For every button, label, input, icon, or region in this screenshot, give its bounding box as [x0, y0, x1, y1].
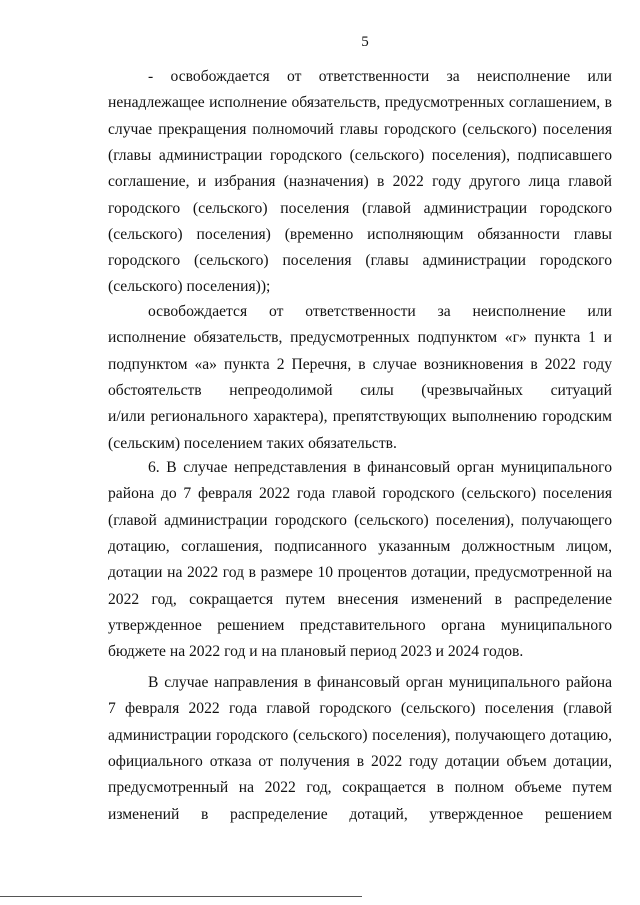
paragraph-1-line: - освобождается от ответственности за неисполнение или: [148, 68, 612, 85]
footer-rule: [0, 896, 362, 897]
paragraph-4-line: изменений в распределение дотаций, утвержденное решением: [108, 805, 612, 823]
page-number: 5: [361, 34, 369, 50]
paragraph-1-line: городского (сельского) поселения (главой администрации городского: [108, 199, 612, 217]
paragraph-3-line: дотацию, соглашения, подписанного указанным должностным лицом,: [108, 537, 612, 555]
paragraph-1-line: городского (сельского) поселения (главы администрации городского: [108, 252, 612, 270]
paragraph-4-line: В случае направления в финансовый орган муниципального района: [148, 674, 612, 691]
paragraph-4-line: официального отказа от получения в 2022 году дотации объем дотации,: [108, 752, 612, 770]
paragraph-1-line: соглашение, и избрания (назначения) в 2022 году другого лица главой: [108, 173, 612, 191]
paragraph-3-line: бюджете на 2022 год и на плановый период 2023 и 2024 годов.: [108, 643, 524, 661]
paragraph-1-line: (сельского) поселения));: [108, 278, 271, 296]
paragraph-3-line: 2022 год, сокращается путем внесения изменений в распределение: [108, 590, 612, 608]
paragraph-3-line: (главой администрации городского (сельского) поселения), получающего: [108, 511, 612, 529]
paragraph-2-line: обстоятельств непреодолимой силы (чрезвычайных ситуаций: [108, 381, 612, 399]
paragraph-4-line: 7 февраля 2022 года главой городского (сельского) поселения (главой: [108, 700, 612, 718]
paragraph-2-line: освобождается от ответственности за неисполнение или: [148, 303, 612, 320]
paragraph-4-line: предусмотренный на 2022 год, сокращается в полном объеме путем: [108, 779, 612, 797]
paragraph-2-line: исполнение обязательств, предусмотренных подпунктом «г» пункта 1 и: [108, 329, 612, 347]
paragraph-1-line: случае прекращения полномочий главы городского (сельского) поселения: [108, 120, 612, 138]
paragraph-2-line: и/или регионального характера), препятствующих выполнению городским: [108, 408, 612, 426]
paragraph-4-line: администрации городского (сельского) поселения), получающего дотацию,: [108, 726, 612, 744]
paragraph-3-line: дотации на 2022 год в размере 10 процентов дотации, предусмотренной на: [108, 564, 612, 582]
paragraph-1-line: (главы администрации городского (сельского) поселения), подписавшего: [108, 146, 612, 164]
paragraph-1-line: (сельского) поселения) (временно исполняющим обязанности главы: [108, 225, 612, 243]
paragraph-2-line: подпунктом «а» пункта 2 Перечня, в случае возникновения в 2022 году: [108, 355, 612, 373]
paragraph-3-line: утвержденное решением представительного органа муниципального: [108, 616, 612, 634]
paragraph-3-line: 6. В случае непредставления в финансовый орган муниципального: [148, 459, 612, 476]
paragraph-3-line: района до 7 февраля 2022 года главой городского (сельского) поселения: [108, 485, 612, 503]
paragraph-2-line: (сельским) поселением таких обязательств.: [108, 434, 397, 452]
paragraph-1-line: ненадлежащее исполнение обязательств, предусмотренных соглашением, в: [108, 94, 612, 112]
